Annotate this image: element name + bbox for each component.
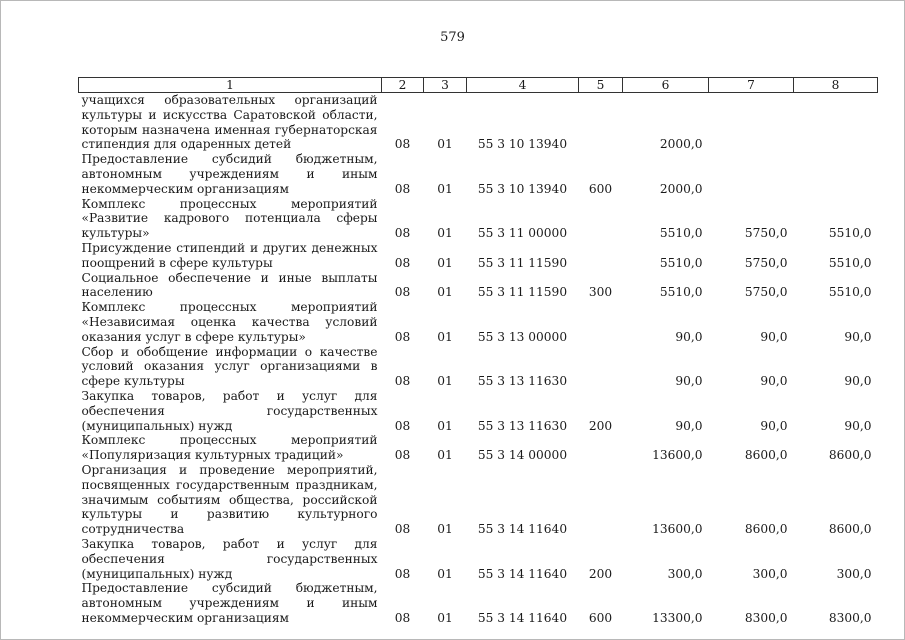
- column-header: 3: [424, 78, 467, 93]
- section-code: 08: [394, 522, 411, 537]
- row-description: Присуждение стипендий и других денежных поощрений в сфере культуры: [81, 240, 378, 270]
- column-header: 6: [623, 78, 709, 93]
- amount-year-3: 8600,0: [828, 522, 872, 537]
- target-article-code: 55 3 14 00000: [477, 448, 568, 463]
- target-article-code: 55 3 10 13940: [477, 181, 568, 196]
- column-header: 2: [382, 78, 424, 93]
- amount-year-3: 90,0: [844, 329, 872, 344]
- row-description: Закупка товаров, работ и услуг для обеспечения государственных (муниципальных) нужд: [81, 388, 378, 433]
- row-description: Предоставление субсидий бюджетным, автономным учреждениям и иным некоммерческим организациям: [81, 152, 378, 196]
- subsection-code: 01: [437, 566, 453, 581]
- section-code: 08: [394, 566, 411, 581]
- row-description: Социальное обеспечение и иные выплаты населению: [81, 270, 378, 300]
- budget-table: [78, 77, 878, 626]
- amount-year-2: [709, 93, 794, 153]
- subsection-code: 01: [437, 329, 453, 344]
- amount-year-2: 8600,0: [744, 522, 788, 537]
- table-row: [79, 433, 878, 463]
- subsection-code: 01: [437, 610, 453, 625]
- amount-year-3: 8600,0: [828, 448, 872, 463]
- amount-year-3: 8300,0: [828, 610, 872, 625]
- column-header: 8: [794, 78, 878, 93]
- row-description: Закупка товаров, работ и услуг для обеспечения государственных (муниципальных) нужд: [81, 536, 378, 581]
- row-description: Комплекс процессных мероприятий «Развитие кадрового потенциала сферы культуры»: [81, 196, 378, 241]
- table-row: [79, 271, 878, 301]
- expense-type-code: 200: [588, 566, 613, 581]
- amount-year-1: 300,0: [667, 566, 703, 581]
- page-number: 579: [440, 30, 465, 45]
- expense-type-code: 600: [588, 610, 613, 625]
- amount-year-1: 2000,0: [659, 137, 703, 152]
- target-article-code: 55 3 13 11630: [477, 374, 568, 389]
- section-code: 08: [394, 418, 411, 433]
- table-row: [79, 537, 878, 581]
- amount-year-1: 13300,0: [652, 610, 703, 625]
- section-code: 08: [394, 374, 411, 389]
- amount-year-1: 5510,0: [659, 285, 703, 300]
- table-row: [79, 300, 878, 344]
- expense-type-code: 600: [588, 181, 613, 196]
- table-row: [79, 241, 878, 271]
- section-code: 08: [394, 285, 411, 300]
- amount-year-3: 5510,0: [828, 226, 872, 241]
- amount-year-1: 90,0: [675, 329, 703, 344]
- subsection-code: 01: [437, 522, 453, 537]
- amount-year-3: [794, 152, 878, 196]
- amount-year-2: [709, 152, 794, 196]
- target-article-code: 55 3 14 11640: [477, 610, 568, 625]
- table-row: [79, 463, 878, 537]
- table-row: [79, 581, 878, 625]
- target-article-code: 55 3 13 00000: [477, 329, 568, 344]
- amount-year-2: 90,0: [760, 418, 788, 433]
- amount-year-2: 5750,0: [744, 255, 788, 270]
- target-article-code: 55 3 11 11590: [477, 285, 568, 300]
- amount-year-1: 5510,0: [659, 226, 703, 241]
- target-article-code: 55 3 13 11630: [477, 418, 568, 433]
- expense-type-code: [579, 300, 623, 344]
- section-code: 08: [394, 448, 411, 463]
- subsection-code: 01: [437, 374, 453, 389]
- column-header: 5: [579, 78, 623, 93]
- column-header: 7: [709, 78, 794, 93]
- subsection-code: 01: [437, 418, 453, 433]
- subsection-code: 01: [437, 255, 453, 270]
- subsection-code: 01: [437, 181, 453, 196]
- column-header: 1: [79, 78, 382, 93]
- row-description: Предоставление субсидий бюджетным, автономным учреждениям и иным некоммерческим организациям: [81, 581, 378, 625]
- expense-type-code: [579, 93, 623, 153]
- amount-year-3: 5510,0: [828, 285, 872, 300]
- amount-year-2: 5750,0: [744, 226, 788, 241]
- amount-year-2: 8300,0: [744, 610, 788, 625]
- section-code: 08: [394, 137, 411, 152]
- expense-type-code: 200: [588, 418, 613, 433]
- target-article-code: 55 3 14 11640: [477, 522, 568, 537]
- row-description: учащихся образовательных организаций культуры и искусства Саратовской области, которым назначена именная губернаторская стипендия для одаренных детей: [81, 93, 378, 152]
- row-description: Комплекс процессных мероприятий «Популяризация культурных традиций»: [81, 433, 378, 463]
- amount-year-1: 5510,0: [659, 255, 703, 270]
- section-code: 08: [394, 226, 411, 241]
- section-code: 08: [394, 255, 411, 270]
- amount-year-3: 300,0: [836, 566, 872, 581]
- target-article-code: 55 3 10 13940: [477, 137, 568, 152]
- subsection-code: 01: [437, 226, 453, 241]
- target-article-code: 55 3 14 11640: [477, 566, 568, 581]
- column-header: 4: [467, 78, 579, 93]
- expense-type-code: [579, 197, 623, 241]
- subsection-code: 01: [437, 448, 453, 463]
- expense-type-code: [579, 241, 623, 271]
- amount-year-3: 5510,0: [828, 255, 872, 270]
- table-row: [79, 389, 878, 433]
- table-row: [79, 152, 878, 196]
- amount-year-1: 13600,0: [652, 522, 703, 537]
- expense-type-code: [579, 345, 623, 389]
- amount-year-3: 90,0: [844, 374, 872, 389]
- amount-year-2: 8600,0: [744, 448, 788, 463]
- row-description: Комплекс процессных мероприятий «Независимая оценка качества условий оказания услуг в сфере культуры»: [81, 300, 378, 344]
- row-description: Сбор и обобщение информации о качестве условий оказания услуг организациями в сфере культуры: [81, 344, 378, 389]
- table-row: [79, 345, 878, 389]
- amount-year-1: 13600,0: [652, 448, 703, 463]
- amount-year-3: 90,0: [844, 418, 872, 433]
- amount-year-2: 5750,0: [744, 285, 788, 300]
- expense-type-code: 300: [588, 285, 613, 300]
- amount-year-2: 90,0: [760, 329, 788, 344]
- section-code: 08: [394, 181, 411, 196]
- section-code: 08: [394, 610, 411, 625]
- amount-year-2: 300,0: [752, 566, 788, 581]
- column-number-row: [79, 78, 878, 93]
- target-article-code: 55 3 11 11590: [477, 255, 568, 270]
- table-row: [79, 197, 878, 241]
- target-article-code: 55 3 11 00000: [477, 226, 568, 241]
- table-row: [79, 93, 878, 153]
- expense-type-code: [579, 433, 623, 463]
- amount-year-1: 90,0: [675, 374, 703, 389]
- subsection-code: 01: [437, 137, 453, 152]
- amount-year-2: 90,0: [760, 374, 788, 389]
- expense-type-code: [579, 463, 623, 537]
- row-description: Организация и проведение мероприятий, посвященных государственным праздникам, значимым событиям общества, российской культуры и развитию культурного сотрудничества: [81, 462, 378, 537]
- amount-year-1: 90,0: [675, 418, 703, 433]
- section-code: 08: [394, 329, 411, 344]
- amount-year-1: 2000,0: [659, 181, 703, 196]
- subsection-code: 01: [437, 285, 453, 300]
- amount-year-3: [794, 93, 878, 153]
